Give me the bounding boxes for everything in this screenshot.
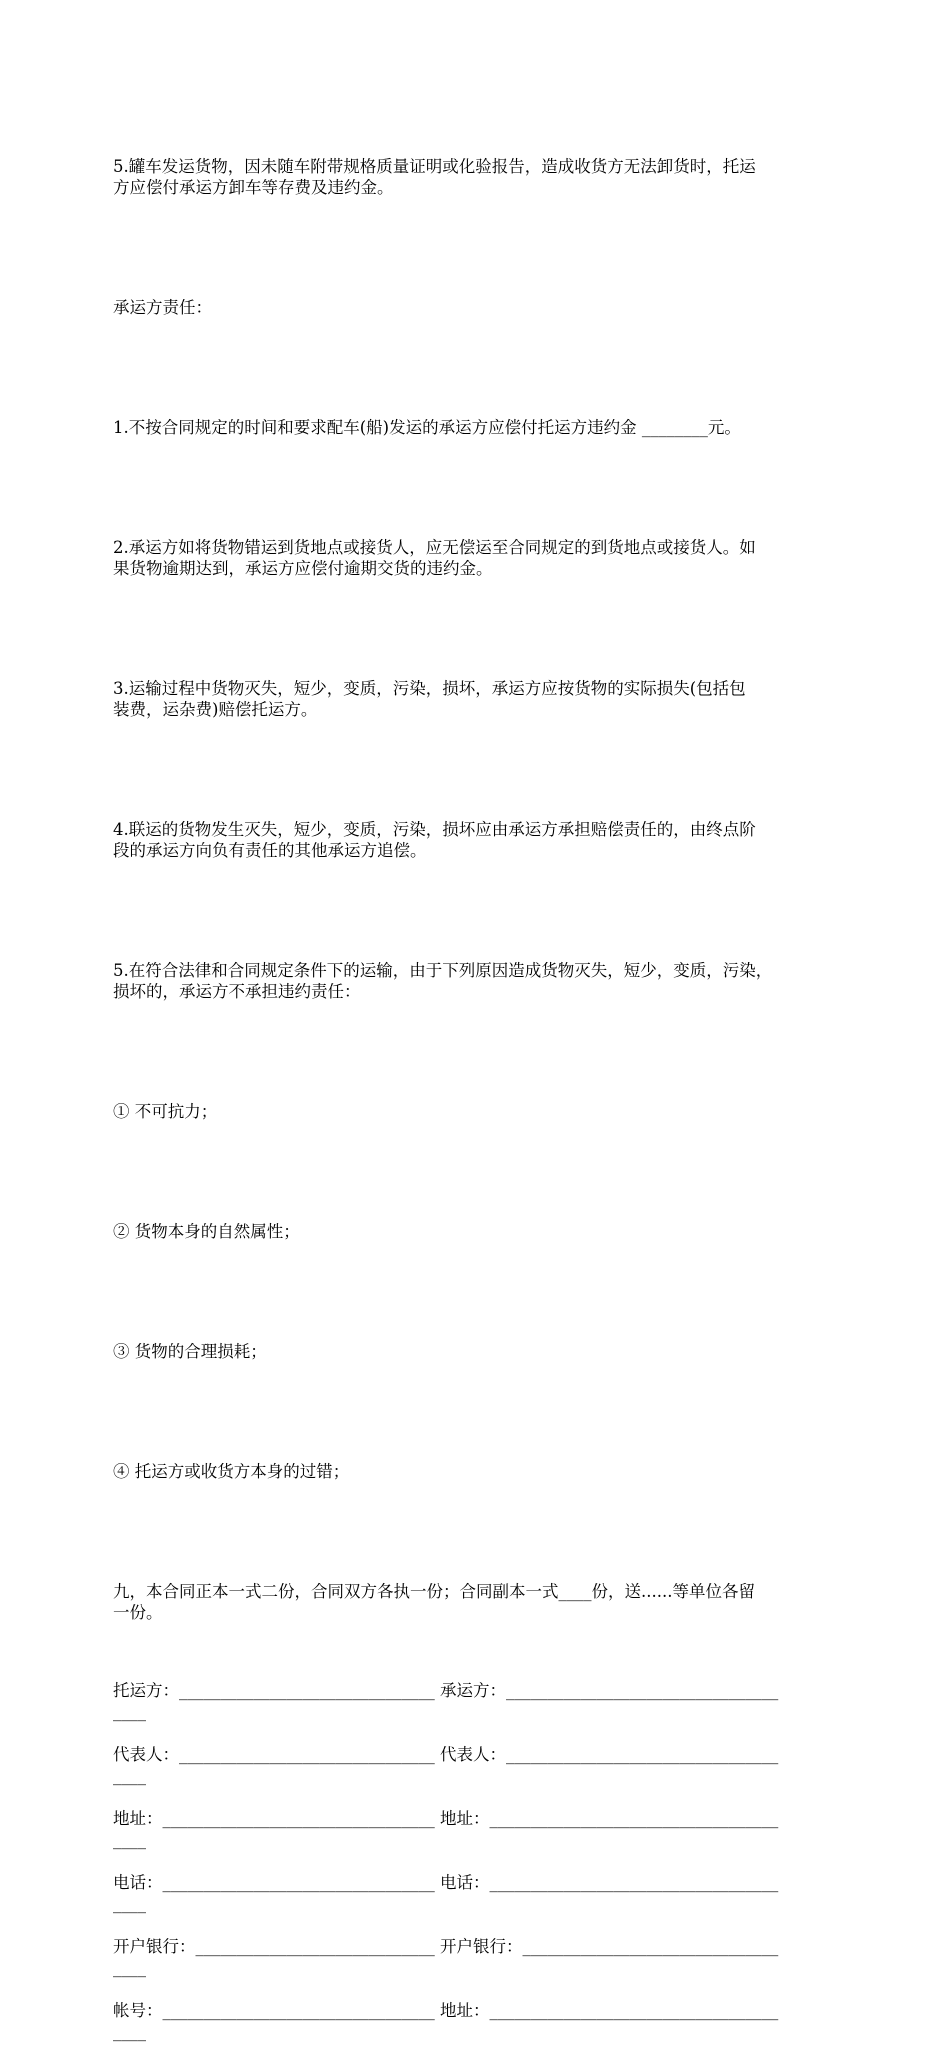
signature-fields: 托运方：_______________________________ 承运方：_________________________________ bbox=[113, 1681, 779, 1700]
exemption-item-1 bbox=[113, 1059, 838, 1164]
text-line: 果货物逾期达到，承运方应偿付逾期交货的违约金。 bbox=[113, 559, 493, 578]
signature-row-party bbox=[113, 1680, 838, 1722]
signature-row-phone bbox=[113, 1872, 838, 1914]
text-line: 5.罐车发运货物，因未随车附带规格质量证明或化验报告，造成收货方无法卸货时，托运 bbox=[113, 157, 756, 176]
signature-tail: ____ bbox=[113, 1958, 146, 1977]
signature-fields: 开户银行：_____________________________ 开户银行：_______________________________ bbox=[113, 1937, 779, 1956]
text-line: 段的承运方向负有责任的其他承运方追偿。 bbox=[113, 841, 427, 860]
clause-carrier-3 bbox=[113, 636, 838, 762]
text-line: 损坏的，承运方不承担违约责任： bbox=[113, 982, 361, 1001]
clause-carrier-4 bbox=[113, 777, 838, 903]
signature-tail: ____ bbox=[113, 1702, 146, 1721]
signature-row-address bbox=[113, 1808, 838, 1850]
text-line: 承运方责任： bbox=[113, 298, 212, 317]
signature-tail: ____ bbox=[113, 1766, 146, 1785]
signature-row-representative bbox=[113, 1744, 838, 1786]
signature-tail: ____ bbox=[113, 1894, 146, 1913]
signature-fields: 地址：_________________________________ 地址：___________________________________ bbox=[113, 1809, 779, 1828]
clause-shipper-tanker bbox=[113, 114, 838, 240]
text-line: 装费，运杂费)赔偿托运方。 bbox=[113, 700, 318, 719]
text-line: 5.在符合法律和合同规定条件下的运输，由于下列原因造成货物灭失，短少，变质，污染， bbox=[113, 961, 773, 980]
signature-fields: 帐号：_________________________________ 地址：___________________________________ bbox=[113, 2001, 779, 2020]
exemption-item-4 bbox=[113, 1419, 838, 1524]
text-line: 方应偿付承运方卸车等存费及违约金。 bbox=[113, 178, 394, 197]
signature-fields: 电话：_________________________________ 电话：___________________________________ bbox=[113, 1873, 779, 1892]
document-body bbox=[113, 114, 838, 2064]
clause-nine-copies bbox=[113, 1539, 838, 1665]
text-line: 4.联运的货物发生灭失，短少，变质，污染，损坏应由承运方承担赔偿责任的，由终点阶 bbox=[113, 820, 756, 839]
signature-tail: ____ bbox=[113, 2022, 146, 2041]
signature-row-account bbox=[113, 2000, 838, 2042]
text-line: 2.承运方如将货物错运到货地点或接货人，应无偿运至合同规定的到货地点或接货人。如 bbox=[113, 538, 756, 557]
text-line: 一份。 bbox=[113, 1603, 163, 1622]
clause-carrier-1 bbox=[113, 375, 838, 480]
text-line: 九，本合同正本一式二份，合同双方各执一份；合同副本一式____份，送......等单位各留 bbox=[113, 1582, 755, 1601]
signature-fields: 代表人：_______________________________ 代表人：_________________________________ bbox=[113, 1745, 779, 1764]
section-heading-carrier-responsibility bbox=[113, 255, 838, 360]
text-line: ③ 货物的合理损耗； bbox=[113, 1342, 267, 1361]
text-line: 1.不按合同规定的时间和要求配车(船)发运的承运方应偿付托运方违约金 ________元。 bbox=[113, 418, 741, 437]
signature-tail: ____ bbox=[113, 1830, 146, 1849]
clause-carrier-2 bbox=[113, 495, 838, 621]
text-line: 3.运输过程中货物灭失，短少，变质，污染，损坏，承运方应按货物的实际损失(包括包 bbox=[113, 679, 746, 698]
text-line: ④ 托运方或收货方本身的过错； bbox=[113, 1462, 350, 1481]
text-line: ① 不可抗力； bbox=[113, 1102, 218, 1121]
text-line: ② 货物本身的自然属性； bbox=[113, 1222, 300, 1241]
signature-row-bank bbox=[113, 1936, 838, 1978]
clause-carrier-5 bbox=[113, 918, 838, 1044]
exemption-item-3 bbox=[113, 1299, 838, 1404]
exemption-item-2 bbox=[113, 1179, 838, 1284]
